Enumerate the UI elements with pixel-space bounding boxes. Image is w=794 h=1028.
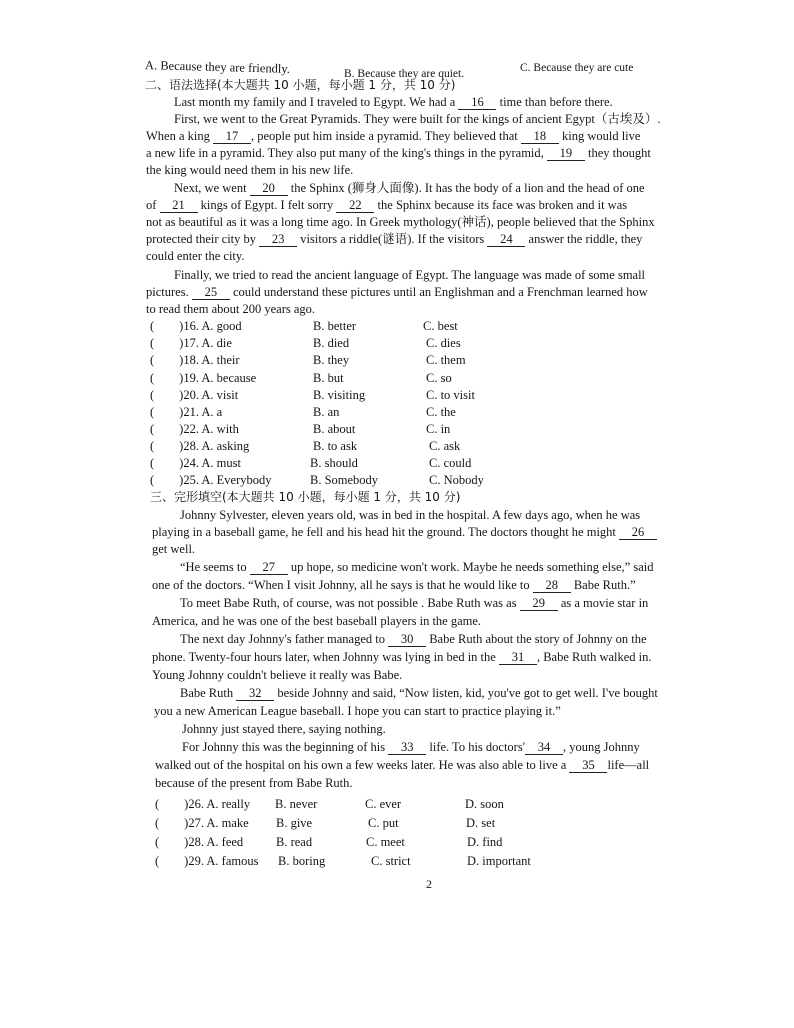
option-b: B. but <box>313 371 344 385</box>
option-question: ( )18. A. their <box>150 353 240 367</box>
passage-line: protected their city by 23 visitors a riddle(谜语). If the visitors 24 answer the riddle, they <box>146 232 643 246</box>
option-b: B. give <box>276 816 313 830</box>
passage-line: get well. <box>152 542 196 556</box>
blank-17: 17 <box>213 130 251 144</box>
passage-line: a new life in a pyramid. They also put many of the king's things in the pyramid, 19 they thought <box>146 146 651 160</box>
passage-line: pictures. 25 could understand these pictures until an Englishman and a Frenchman learned how <box>146 285 648 299</box>
passage-line: Last month my family and I traveled to Egypt. We had a 16 time than before there. <box>174 95 613 109</box>
blank-19: 19 <box>547 147 585 161</box>
option-c: C. Nobody <box>429 473 484 487</box>
option-d: D. soon <box>465 797 504 811</box>
option-d: D. important <box>467 854 531 868</box>
option-question: ( )29. A. famous <box>155 854 259 868</box>
prev-option-c: C. Because they are cute <box>520 62 634 74</box>
passage-line: Next, we went 20 the Sphinx (狮身人面像). It has the body of a lion and the head of one <box>174 181 645 195</box>
passage-line: When a king 17 , people put him inside a pyramid. They believed that 18 king would live <box>146 129 641 143</box>
passage-line: playing in a baseball game, he fell and his head hit the ground. The doctors thought he might 26 <box>152 525 657 540</box>
blank-35: 35 <box>569 759 607 773</box>
option-b: B. an <box>313 405 340 419</box>
option-c: C. strict <box>371 854 411 868</box>
passage-line: “He seems to 27 up hope, so medicine won't work. Maybe he needs something else,” said <box>180 560 654 574</box>
passage-line: Young Johnny couldn't believe it really was Babe. <box>152 668 403 682</box>
option-c: C. best <box>423 319 458 333</box>
section-3-heading: 三、完形填空(本大题共 10 小题，每小题 1 分，共 10 分) <box>150 490 461 504</box>
passage-line: America, and he was one of the best baseball players in the game. <box>152 614 482 628</box>
option-c: C. them <box>426 353 466 367</box>
option-question: ( )28. A. feed <box>155 835 244 849</box>
passage-line: could enter the city. <box>146 249 245 263</box>
option-c: C. put <box>368 816 399 830</box>
option-c: C. ask <box>429 439 461 453</box>
option-question: ( )16. A. good <box>150 319 242 333</box>
option-question: ( )26. A. really <box>155 797 251 811</box>
passage-line: Finally, we tried to read the ancient language of Egypt. The language was made of some small <box>174 268 646 282</box>
option-b: B. they <box>313 353 350 367</box>
option-c: C. ever <box>365 797 402 811</box>
passage-line: to read them about 200 years ago. <box>146 302 316 316</box>
blank-26: 26 <box>619 526 657 540</box>
blank-34: 34 <box>525 741 563 755</box>
blank-21: 21 <box>160 199 198 213</box>
option-d: D. set <box>466 816 496 830</box>
option-c: C. meet <box>366 835 405 849</box>
blank-30: 30 <box>388 633 426 647</box>
option-c: C. the <box>426 405 456 419</box>
blank-16: 16 <box>458 96 496 110</box>
option-c: C. so <box>426 371 452 385</box>
passage-line: of 21 kings of Egypt. I felt sorry 22 the Sphinx because its face was broken and it was <box>146 198 628 212</box>
blank-32: 32 <box>236 687 274 701</box>
blank-31: 31 <box>499 651 537 665</box>
option-b: B. never <box>275 797 318 811</box>
prev-option-a: A. Because they are friendly. <box>144 58 291 76</box>
passage-line: First, we went to the Great Pyramids. They were built for the kings of ancient Egypt（古埃及）. <box>174 112 661 126</box>
option-c: C. in <box>426 422 451 436</box>
blank-28: 28 <box>533 579 571 593</box>
option-question: ( )24. A. must <box>150 456 241 470</box>
passage-line: The next day Johnny's father managed to 30 Babe Ruth about the story of Johnny on the <box>180 632 647 646</box>
option-b: B. to ask <box>313 439 358 453</box>
passage-line: Johnny just stayed there, saying nothing. <box>182 722 386 736</box>
option-question: ( )20. A. visit <box>150 388 239 402</box>
blank-20: 20 <box>250 182 288 196</box>
blank-27: 27 <box>250 561 288 575</box>
option-question: ( )27. A. make <box>155 816 249 830</box>
blank-18: 18 <box>521 130 559 144</box>
option-b: B. read <box>276 835 313 849</box>
passage-line: For Johnny this was the beginning of his 33 life. To his doctors' 34 , young Johnny <box>182 740 640 754</box>
option-d: D. find <box>467 835 503 849</box>
passage-line: not as beautiful as it was a long time ago. In Greek mythology(神话), people believed that the Sphinx <box>146 215 655 229</box>
option-question: ( )28. A. asking <box>150 439 250 453</box>
passage-line: the king would need them in his new life. <box>146 163 354 177</box>
passage-line: one of the doctors. “When I visit Johnny, all he says is that he would like to 28 Babe Ruth.” <box>152 578 636 592</box>
option-question: ( )25. A. Everybody <box>150 473 272 487</box>
option-c: C. to visit <box>426 388 475 402</box>
passage-line: phone. Twenty-four hours later, when Johnny was lying in bed in the 31 , Babe Ruth walked in. <box>152 650 652 664</box>
option-question: ( )19. A. because <box>150 371 257 385</box>
option-question: ( )21. A. a <box>150 405 223 419</box>
option-question: ( )17. A. die <box>150 336 232 350</box>
blank-22: 22 <box>336 199 374 213</box>
section-2-heading: 二、语法选择(本大题共 10 小题，每小题 1 分，共 10 分) <box>145 78 456 92</box>
passage-line: because of the present from Babe Ruth. <box>155 776 353 790</box>
option-question: ( )22. A. with <box>150 422 239 436</box>
option-b: B. boring <box>278 854 326 868</box>
option-c: C. dies <box>426 336 461 350</box>
blank-33: 33 <box>388 741 426 755</box>
passage-line: Babe Ruth 32 beside Johnny and said, “Now listen, kid, you've got to get well. I've bought <box>180 686 658 700</box>
blank-23: 23 <box>259 233 297 247</box>
blank-25: 25 <box>192 286 230 300</box>
passage-line: To meet Babe Ruth, of course, was not possible . Babe Ruth was as 29 as a movie star in <box>180 596 649 610</box>
page-number: 2 <box>426 877 432 891</box>
option-b: B. visiting <box>313 388 366 402</box>
option-b: B. Somebody <box>310 473 379 487</box>
prev-option-b: B. Because they are quiet. <box>344 68 465 80</box>
option-b: B. about <box>313 422 356 436</box>
option-b: B. better <box>313 319 357 333</box>
option-c: C. could <box>429 456 472 470</box>
option-b: B. should <box>310 456 358 470</box>
passage-line: you a new American League baseball. I hope you can start to practice playing it.” <box>154 704 561 718</box>
blank-29: 29 <box>520 597 558 611</box>
passage-line: Johnny Sylvester, eleven years old, was in bed in the hospital. A few days ago, when he was <box>180 508 641 522</box>
option-b: B. died <box>313 336 350 350</box>
passage-line: walked out of the hospital on his own a few weeks later. He was also able to live a 35 life—all <box>155 758 650 772</box>
blank-24: 24 <box>487 233 525 247</box>
